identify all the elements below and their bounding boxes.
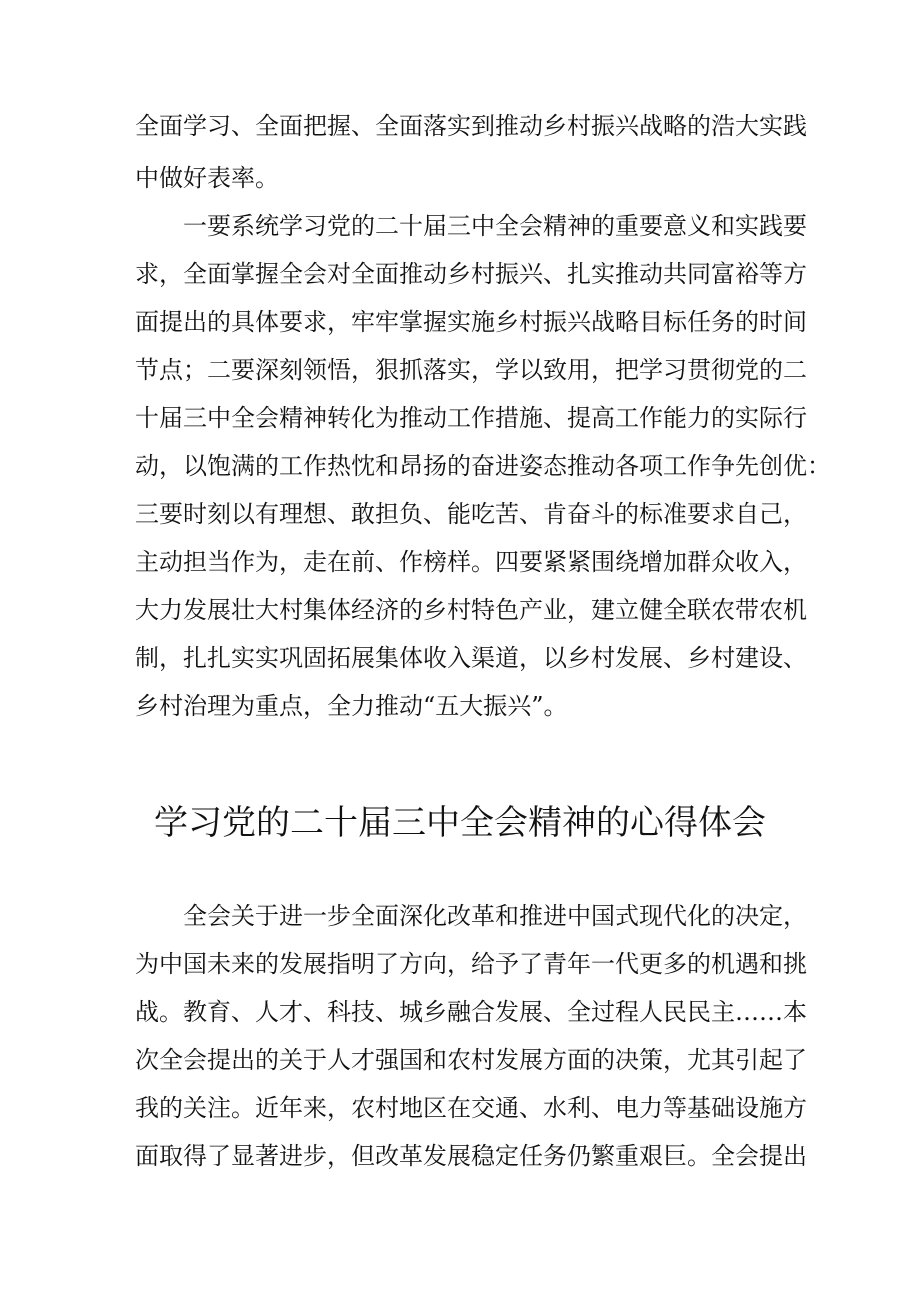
paragraph-line: 面取得了显著进步，但改革发展稳定任务仍繁重艰巨。全会提出 [135, 1142, 807, 1170]
paragraph-line: 十届三中全会精神转化为推动工作措施、提高工作能力的实际行 [135, 404, 807, 432]
paragraph-line: 次全会提出的关于人才强国和农村发展方面的决策，尤其引起了 [135, 1046, 807, 1074]
paragraph-line: 节点；二要深刻领悟，狠抓落实，学以致用，把学习贯彻党的二 [135, 356, 807, 384]
paragraph-line: 面提出的具体要求，牢牢掌握实施乡村振兴战略目标任务的时间 [135, 308, 807, 336]
paragraph-line: 一要系统学习党的二十届三中全会精神的重要意义和实践要 [183, 212, 807, 240]
paragraph-line: 中做好表率。 [135, 164, 279, 192]
paragraph-line: 三要时刻以有理想、敢担负、能吃苦、肯奋斗的标准要求自己， [135, 500, 807, 528]
paragraph-line: 大力发展壮大村集体经济的乡村特色产业，建立健全联农带农机 [135, 596, 807, 624]
paragraph-line: 主动担当作为，走在前、作榜样。四要紧紧围绕增加群众收入， [135, 548, 807, 576]
section-title: 学习党的二十届三中全会精神的心得体会 [154, 803, 766, 843]
paragraph-line: 求，全面掌握全会对全面推动乡村振兴、扎实推动共同富裕等方 [135, 260, 807, 288]
paragraph-line: 全会关于进一步全面深化改革和推进中国式现代化的决定， [183, 902, 807, 930]
paragraph-line: 为中国未来的发展指明了方向，给予了青年一代更多的机遇和挑 [135, 950, 807, 978]
paragraph-line: 制，扎扎实实巩固拓展集体收入渠道，以乡村发展、乡村建设、 [135, 644, 807, 672]
paragraph-line: 动，以饱满的工作热忱和昂扬的奋进姿态推动各项工作争先创优： [135, 452, 831, 480]
paragraph-line: 全面学习、全面把握、全面落实到推动乡村振兴战略的浩大实践 [135, 112, 807, 140]
paragraph-line: 我的关注。近年来，农村地区在交通、水利、电力等基础设施方 [135, 1094, 807, 1122]
paragraph-line: 乡村治理为重点，全力推动“五大振兴”。 [135, 692, 568, 720]
paragraph-line: 战。教育、人才、科技、城乡融合发展、全过程人民民主……本 [135, 998, 807, 1026]
